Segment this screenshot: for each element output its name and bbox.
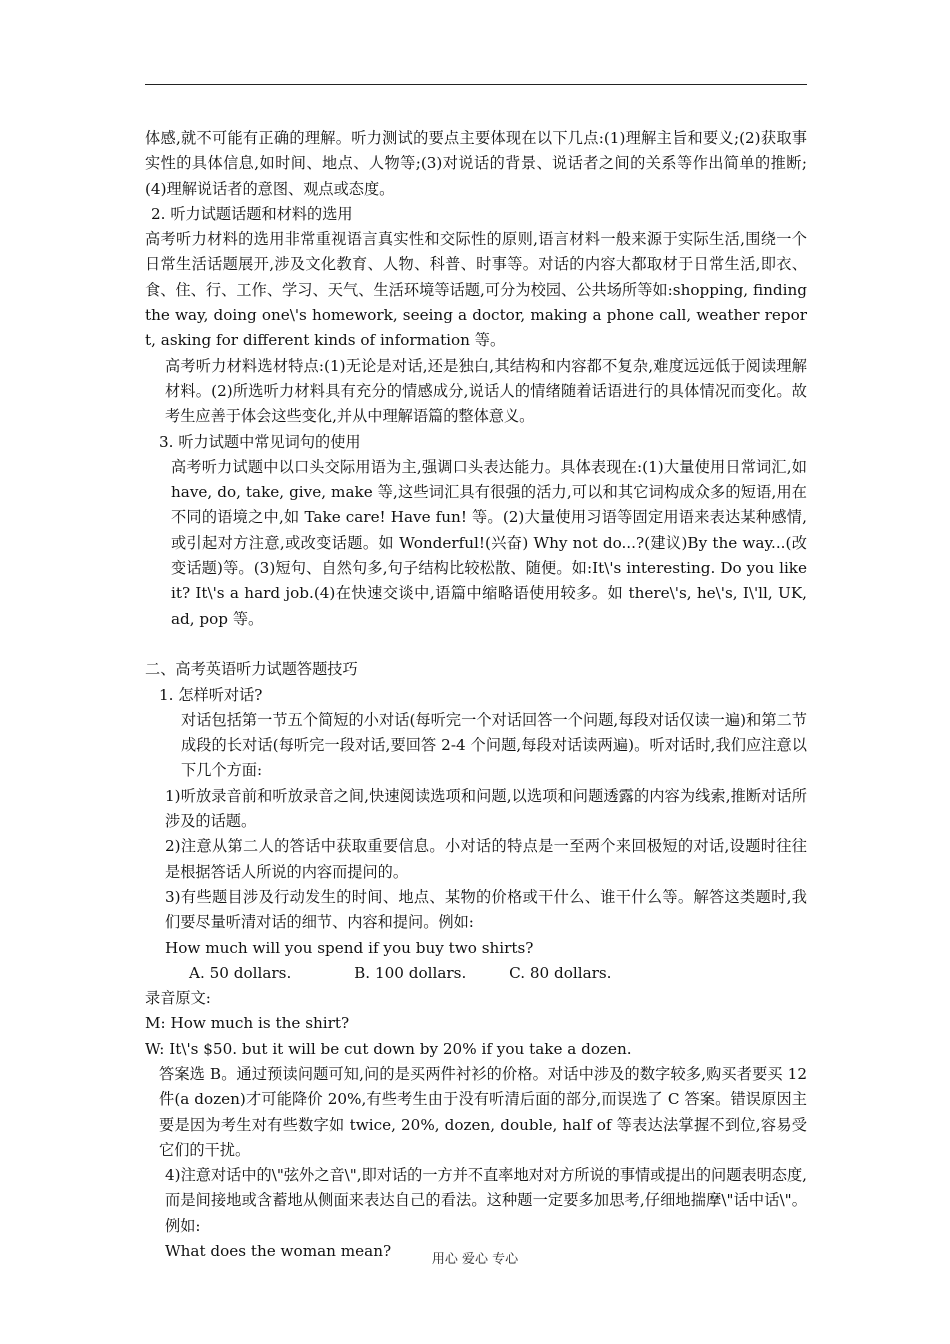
section-heading: 2. 听力试题话题和材料的选用 xyxy=(151,204,353,223)
list-item: 3)有些题目涉及行动发生的时间、地点、某物的价格或干什么、谁干什么等。解答这类题时,我们要尽量听清对话的细节、内容和提问。例如: xyxy=(165,887,807,932)
transcript-line: W: It\'s $50. but it will be cut down by 20% if you take a dozen. xyxy=(145,1039,632,1058)
option-b: B. 100 dollars. xyxy=(354,963,467,982)
paragraph: 高考听力试题中以口头交际用语为主,强调口头表达能力。具体表现在:(1)大量使用日常词汇,如 have, do, take, give, make 等,这些词汇具有很强的活力,可以和其它词构成众多的短语,用在不同的语境之中,如 Take care! Have fun! 等。(2)大量使用习语等固定用语来表达某种感情,或引起对方注意,或改变话题。如 Wonderful!(兴奋) Why not do...?(建议)By the way...(改变话题)等。(3)短句、自然句多,句子结构比较松散、随便。如:It\'s interesting. Do you like it? It\'s a hard job.(4)在快速交谈中,语篇中缩略语使用较多。如 there\'s, he\'s, I\'ll, UK, ad, pop 等。 xyxy=(171,457,807,628)
list-item: 2)注意从第二人的答话中获取重要信息。小对话的特点是一至两个来回极短的对话,设题时往往是根据答话人所说的内容而提问的。 xyxy=(165,837,807,881)
header-rule xyxy=(145,84,807,85)
paragraph: 体感,就不可能有正确的理解。听力测试的要点主要体现在以下几点:(1)理解主旨和要义;(2)获取事实性的具体信息,如时间、地点、人物等;(3)对说话的背景、说话者之间的关系等作出简单的推断;(4)理解说话者的意图、观点或态度。 xyxy=(145,129,807,198)
example-question: What does the woman mean? xyxy=(165,1242,392,1261)
transcript-line: M: How much is the shirt? xyxy=(145,1014,350,1033)
blank-line xyxy=(145,632,807,657)
paragraph: 高考听力材料选材特点:(1)无论是对话,还是独白,其结构和内容都不复杂,难度远远低于阅读理解材料。(2)所选听力材料具有充分的情感成分,说话人的情绪随着话语进行的具体情况而变化。故考生应善于体会这些变化,并从中理解语篇的整体意义。 xyxy=(165,356,807,426)
section-heading: 3. 听力试题中常见词句的使用 xyxy=(159,432,361,451)
transcript-label: 录音原文: xyxy=(145,989,211,1008)
paragraph: 对话包括第一节五个简短的小对话(每听完一个对话回答一个问题,每段对话仅读一遍)和第二节成段的长对话(每听完一段对话,要回答 2-4 个问题,每段对话读两遍)。听对话时,我们应注意以下几个方面: xyxy=(181,710,807,780)
option-a: A. 50 dollars. xyxy=(189,963,292,982)
option-c: C. 80 dollars. xyxy=(509,963,612,982)
section-heading: 二、高考英语听力试题答题技巧 xyxy=(145,660,358,679)
list-item: 1)听放录音前和听放录音之间,快速阅读选项和问题,以选项和问题透露的内容为线索,推断对话所涉及的话题。 xyxy=(165,786,807,831)
paragraph: 答案选 B。通过预读问题可知,问的是买两件衬衫的价格。对话中涉及的数字较多,购买者要买 12 件(a dozen)才可能降价 20%,有些考生由于没有听清后面的部分,而误选了 C 答案。错误原因主要是因为考生对有些数字如 twice, 20%, dozen, double, half of 等表达法掌握不到位,容易受它们的干扰。 xyxy=(159,1064,808,1159)
list-item: 4)注意对话中的\"弦外之音\",即对话的一方并不直率地对对方所说的事情或提出的问题表明态度,而是间接地或含蓄地从侧面来表达自己的看法。这种题一定要多加思考,仔细地揣摩\"话中话\"。例如: xyxy=(165,1166,807,1235)
answer-options xyxy=(145,961,807,986)
example-question: How much will you spend if you buy two shirts? xyxy=(165,938,534,957)
sub-heading: 1. 怎样听对话? xyxy=(159,685,263,704)
paragraph: 高考听力材料的选用非常重视语言真实性和交际性的原则,语言材料一般来源于实际生活,围绕一个日常生活话题展开,涉及文化教育、人物、科普、时事等。对话的内容大都取材于日常生活,即衣、食、住、行、工作、学习、天气、生活环境等话题,可分为校园、公共场所等如:shopping, finding the way, doing one\'s homework, seeing a doctor, making a phone call, weather report, asking for different kinds of information 等。 xyxy=(145,230,807,350)
page-footer: 用心 爱心 专心 xyxy=(431,1252,519,1267)
document-body xyxy=(145,126,807,1264)
